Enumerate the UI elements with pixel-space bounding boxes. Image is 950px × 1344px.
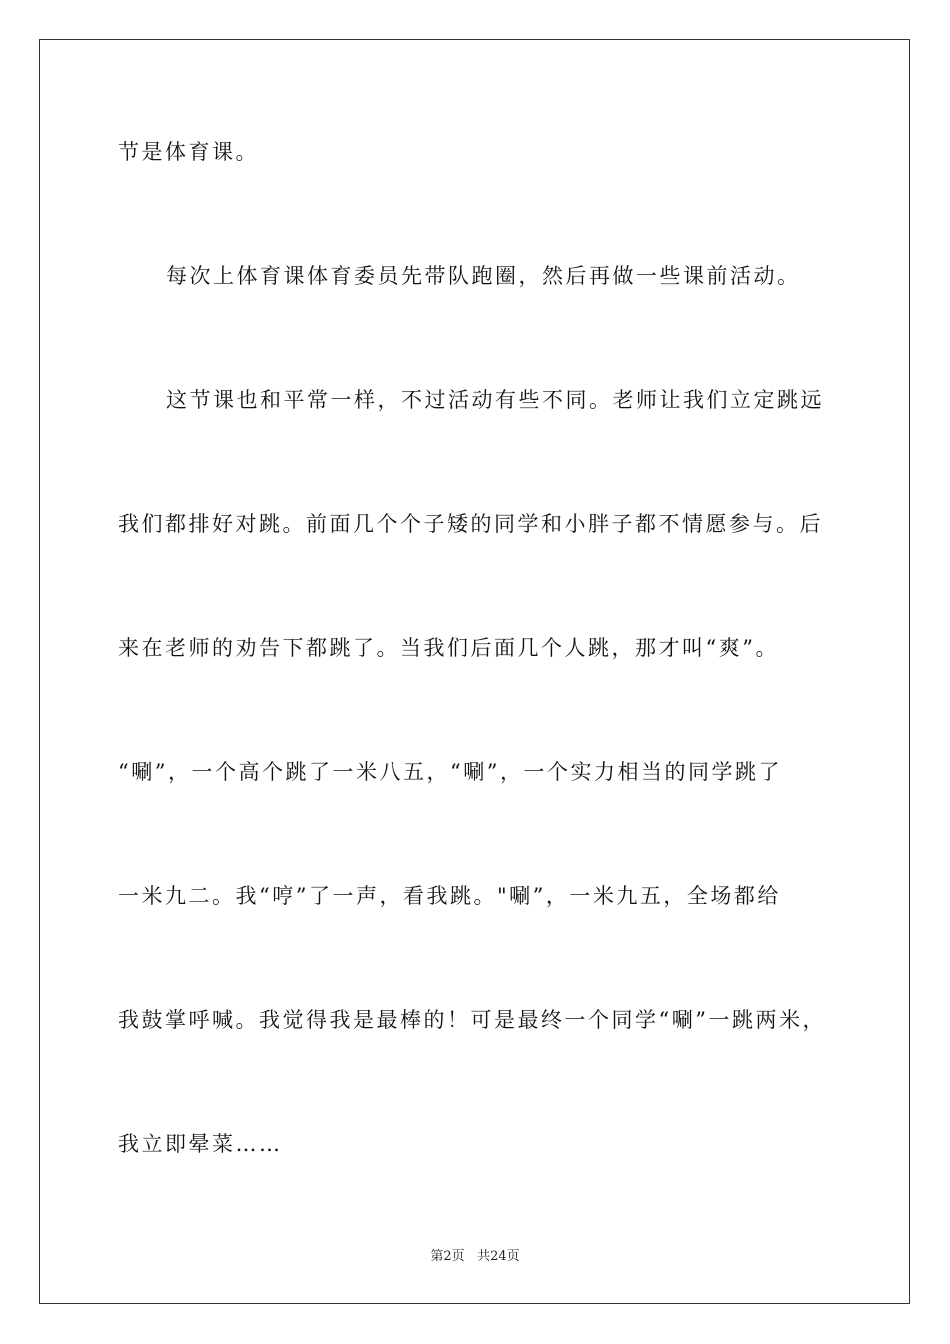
paragraph-line: 来在老师的劝告下都跳了。当我们后面几个人跳，那才叫“爽”。: [118, 636, 779, 660]
paragraph-line: 这节课也和平常一样，不过活动有些不同。老师让我们立定跳远: [166, 388, 824, 412]
page-border: [39, 39, 910, 1304]
paragraph-line: 我鼓掌呼喊。我觉得我是最棒的！可是最终一个同学“唰”一跳两米，: [118, 1008, 826, 1032]
total-pages: 共24页: [477, 1249, 520, 1264]
page-number: 第2页: [430, 1249, 465, 1264]
paragraph-line: “唰”，一个高个跳了一米八五，“唰”，一个实力相当的同学跳了: [118, 760, 782, 784]
paragraph-line: 每次上体育课体育委员先带队跑圈，然后再做一些课前活动。: [166, 264, 801, 288]
paragraph-line: 一米九二。我“哼”了一声，看我跳。"唰”，一米九五，全场都给: [118, 884, 781, 908]
paragraph-line: 我们都排好对跳。前面几个个子矮的同学和小胖子都不情愿参与。后: [118, 512, 823, 536]
paragraph-line: 节是体育课。: [118, 140, 259, 164]
paragraph-line: 我立即晕菜……: [118, 1132, 283, 1156]
page-footer: [0, 1248, 950, 1266]
